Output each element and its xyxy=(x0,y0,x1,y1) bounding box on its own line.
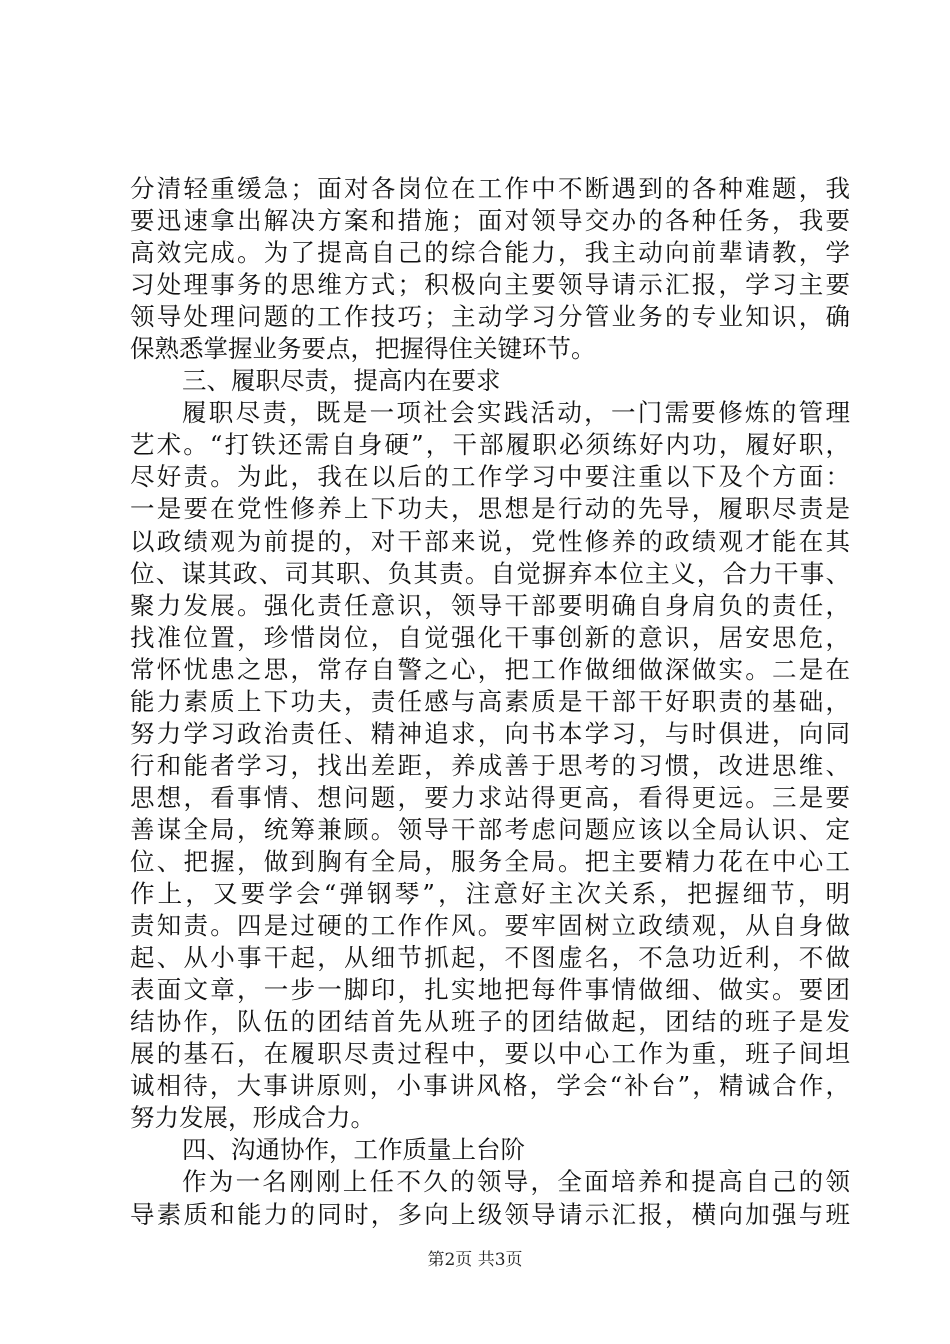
text-line: 位、谋其政、司其职、负其责。自觉摒弃本位主义，合力干事、 xyxy=(130,558,850,588)
text-line: 找准位置，珍惜岗位，自觉强化干事创新的意识，居安思危， xyxy=(130,622,850,652)
text-line: 以政绩观为前提的，对干部来说，党性修养的政绩观才能在其 xyxy=(130,526,850,556)
text-line: 尽好责。为此，我在以后的工作学习中要注重以下及个方面： xyxy=(130,462,850,492)
text-line: 导素质和能力的同时，多向上级领导请示汇报，横向加强与班 xyxy=(130,1199,850,1229)
text-line: 位、把握，做到胸有全局，服务全局。把主要精力花在中心工 xyxy=(130,846,850,876)
document-body xyxy=(130,173,850,1231)
text-line: 艺术。“打铁还需自身硬”，干部履职必须练好内功，履好职， xyxy=(130,430,850,460)
text-line: 习处理事务的思维方式；积极向主要领导请示汇报，学习主要 xyxy=(130,270,850,300)
text-line: 展的基石，在履职尽责过程中，要以中心工作为重，班子间坦 xyxy=(130,1039,850,1069)
text-line: 结协作，队伍的团结首先从班子的团结做起，团结的班子是发 xyxy=(130,1007,850,1037)
text-line: 聚力发展。强化责任意识，领导干部要明确自身肩负的责任， xyxy=(130,590,850,620)
text-line: 常怀忧患之思，常存自警之心，把工作做细做深做实。二是在 xyxy=(130,654,850,684)
text-line: 领导处理问题的工作技巧；主动学习分管业务的专业知识，确 xyxy=(130,302,850,332)
text-line: 责知责。四是过硬的工作作风。要牢固树立政绩观，从自身做 xyxy=(130,911,850,941)
text-line: 作为一名刚刚上任不久的领导，全面培养和提高自己的领 xyxy=(182,1167,850,1197)
text-line: 努力发展，形成合力。 xyxy=(130,1103,375,1133)
text-line: 善谋全局，统筹兼顾。领导干部考虑问题应该以全局认识、定 xyxy=(130,814,850,844)
text-line: 作上，又要学会“弹钢琴”，注意好主次关系，把握细节，明 xyxy=(130,879,850,909)
text-line: 诚相待，大事讲原则，小事讲风格，学会“补台”，精诚合作， xyxy=(130,1071,850,1101)
text-line: 要迅速拿出解决方案和措施；面对领导交办的各种任务，我要 xyxy=(130,206,850,236)
text-line: 努力学习政治责任、精神追求，向书本学习，与时俱进，向同 xyxy=(130,718,850,748)
text-line: 高效完成。为了提高自己的综合能力，我主动向前辈请教，学 xyxy=(130,238,850,268)
text-line: 分清轻重缓急；面对各岗位在工作中不断遇到的各种难题，我 xyxy=(130,174,850,203)
text-line: 保熟悉掌握业务要点，把握得住关键环节。 xyxy=(130,334,596,364)
text-line: 起、从小事干起，从细节抓起，不图虚名，不急功近利，不做 xyxy=(130,943,850,973)
section-heading-4: 四、沟通协作，工作质量上台阶 xyxy=(182,1135,525,1165)
text-line: 一是要在党性修养上下功夫，思想是行动的先导，履职尽责是 xyxy=(130,494,850,524)
section-heading-3: 三、履职尽责，提高内在要求 xyxy=(182,366,501,396)
text-line: 能力素质上下功夫，责任感与高素质是干部干好职责的基础， xyxy=(130,686,850,716)
text-line: 思想，看事情、想问题，要力求站得更高，看得更远。三是要 xyxy=(130,782,850,812)
text-line: 表面文章，一步一脚印，扎实地把每件事情做细、做实。要团 xyxy=(130,975,850,1005)
page-number-footer: 第2页 共3页 xyxy=(427,1250,523,1270)
text-line: 履职尽责，既是一项社会实践活动，一门需要修炼的管理 xyxy=(182,398,850,428)
text-line: 行和能者学习，找出差距，养成善于思考的习惯，改进思维、 xyxy=(130,750,850,780)
